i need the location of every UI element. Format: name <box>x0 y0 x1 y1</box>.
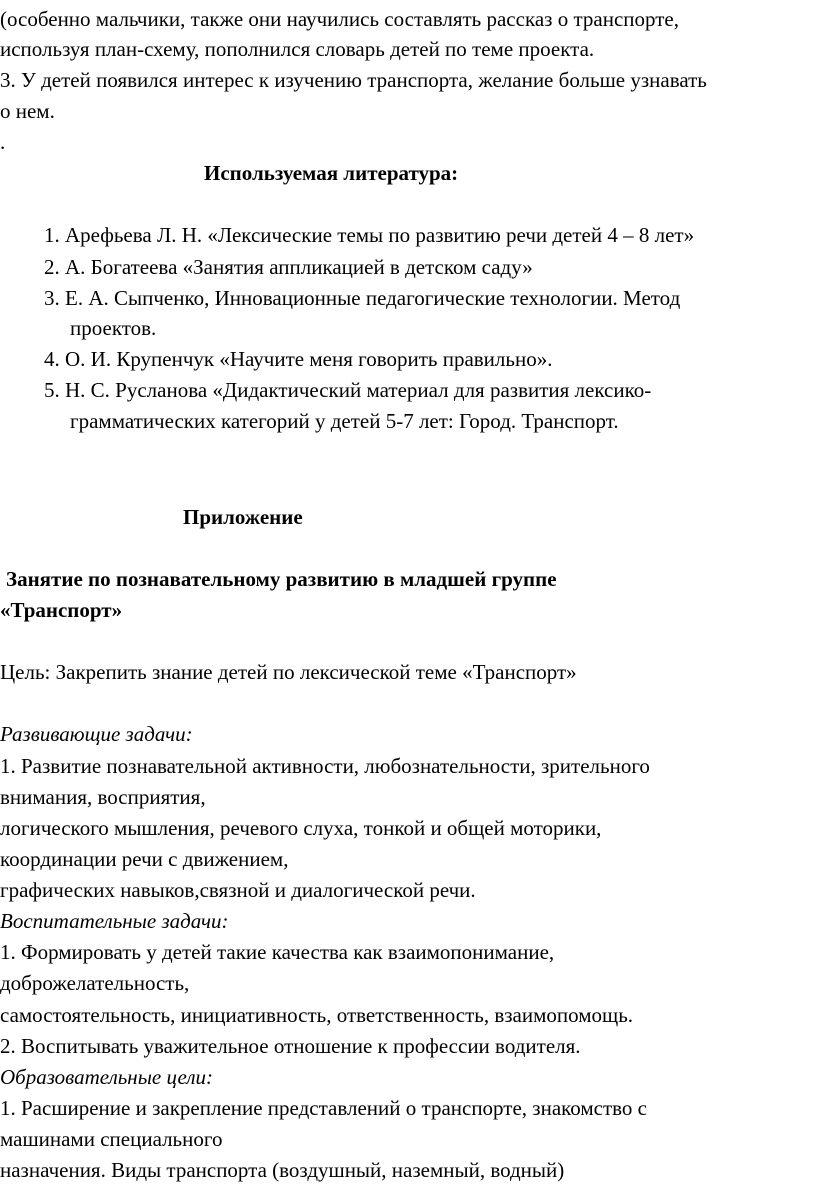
developing-line-2: внимания, восприятия, <box>0 785 206 809</box>
developing-line-3: логического мышления, речевого слуха, тонкой и общей моторики, <box>0 816 602 840</box>
lesson-title-line-1: Занятие по познавательному развитию в младшей группе <box>6 567 557 591</box>
intro-line-5: . <box>0 130 6 154</box>
educational-line-3: самостоятельность, инициативность, ответственность, взаимопомощь. <box>0 1003 634 1027</box>
developing-tasks-heading: Развивающие задачи: <box>0 722 193 746</box>
literature-item-5: 5. Н. С. Русланова «Дидактический материал для развития лексико- <box>44 378 652 402</box>
learning-goals-heading: Образовательные цели: <box>0 1065 213 1089</box>
literature-heading: Используемая литература: <box>204 161 459 185</box>
intro-line-3: 3. У детей появился интерес к изучению транспорта, желание больше узнавать <box>0 68 707 92</box>
appendix-heading: Приложение <box>183 505 303 529</box>
literature-item-3-cont: проектов. <box>70 316 157 340</box>
intro-line-4: о нем. <box>0 99 55 123</box>
developing-line-1: 1. Развитие познавательной активности, любознательности, зрительного <box>0 754 650 778</box>
educational-line-1: 1. Формировать у детей такие качества как взаимопонимание, <box>0 940 555 964</box>
developing-line-5: графических навыков,связной и диалогической речи. <box>0 878 476 902</box>
learning-line-3: назначения. Виды транспорта (воздушный, наземный, водный) <box>0 1158 565 1182</box>
lesson-goal: Цель: Закрепить знание детей по лексической теме «Транспорт» <box>0 660 577 684</box>
learning-line-2: машинами специального <box>0 1127 223 1151</box>
lesson-title-line-2: «Транспорт» <box>0 598 123 622</box>
literature-item-1: 1. Арефьева Л. Н. «Лексические темы по развитию речи детей 4 – 8 лет» <box>44 223 695 247</box>
literature-item-3: 3. Е. А. Сыпченко, Инновационные педагогические технологии. Метод <box>44 286 681 310</box>
literature-item-5-cont: грамматических категорий у детей 5-7 лет: Город. Транспорт. <box>70 409 619 433</box>
educational-tasks-heading: Воспитательные задачи: <box>0 909 229 933</box>
intro-line-1: (особенно мальчики, также они научились составлять рассказ о транспорте, <box>0 7 679 31</box>
educational-line-2: доброжелательность, <box>0 971 190 995</box>
educational-line-4: 2. Воспитывать уважительное отношение к профессии водителя. <box>0 1034 581 1058</box>
literature-item-2: 2. А. Богатеева «Занятия аппликацией в детском саду» <box>44 255 533 279</box>
developing-line-4: координации речи с движением, <box>0 847 289 871</box>
intro-line-2: используя план-схему, пополнился словарь детей по теме проекта. <box>0 37 595 61</box>
literature-item-4: 4. О. И. Крупенчук «Научите меня говорить правильно». <box>44 347 553 371</box>
learning-line-1: 1. Расширение и закрепление представлений о транспорте, знакомство с <box>0 1096 648 1120</box>
